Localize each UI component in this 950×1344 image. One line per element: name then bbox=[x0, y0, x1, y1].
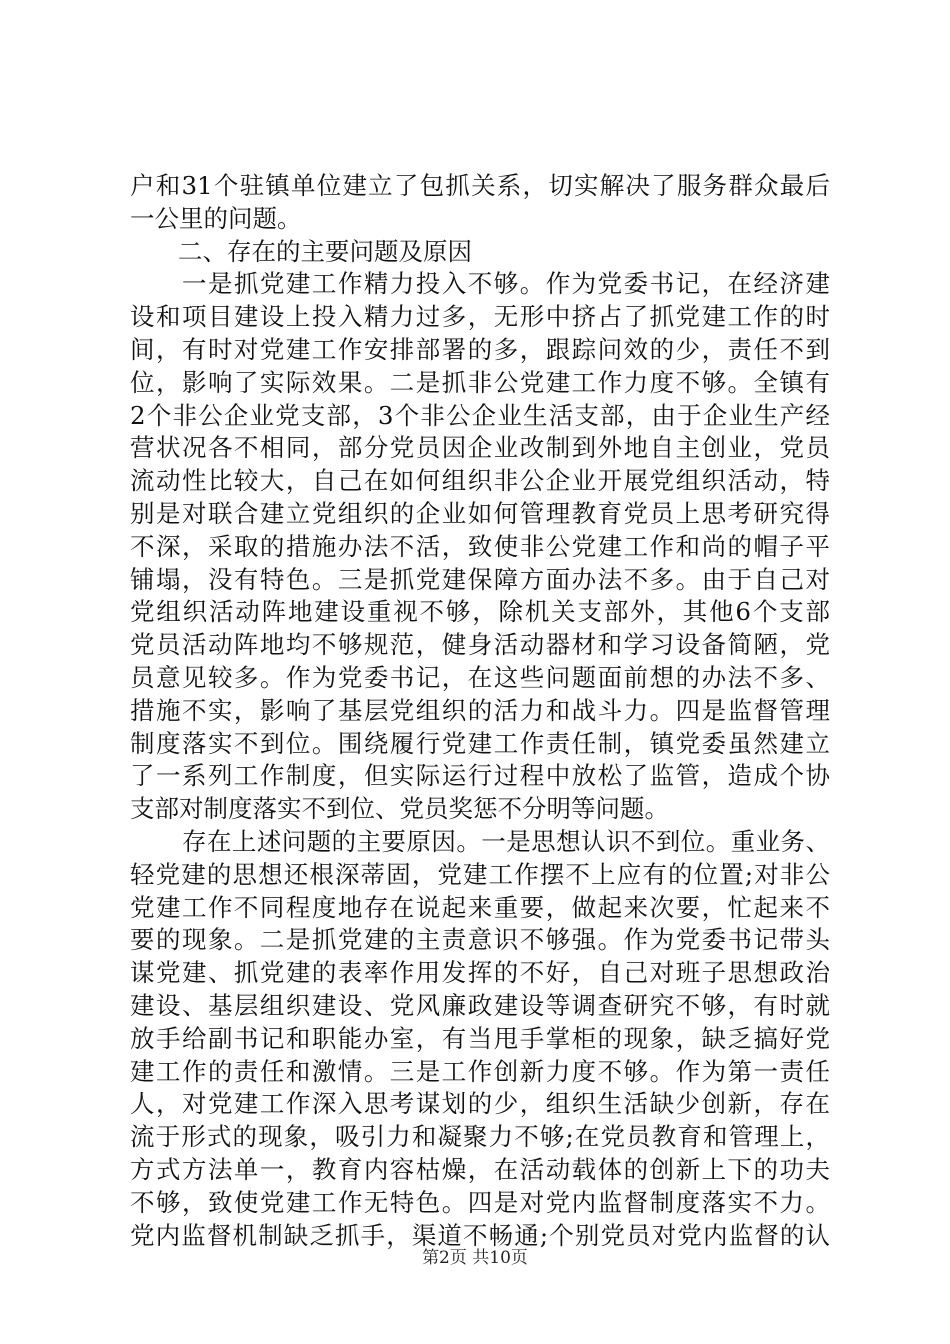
text-line: 要的现象。二是抓党建的主责意识不够强。作为党委书记带头 bbox=[130, 925, 830, 955]
text-line: 党组织活动阵地建设重视不够，除机关支部外，其他6个支部 bbox=[130, 597, 830, 627]
text-line: 位，影响了实际效果。二是抓非公党建工作力度不够。全镇有 bbox=[130, 367, 830, 397]
text-line: 党内监督机制缺乏抓手，渠道不畅通;个别党员对党内监督的认 bbox=[130, 1220, 830, 1250]
page-number-footer: 第2页 共10页 bbox=[422, 1248, 528, 1268]
text-line: 党员活动阵地均不够规范，健身活动器材和学习设备简陋，党 bbox=[130, 630, 830, 660]
text-line: 了一系列工作制度，但实际运行过程中放松了监管，造成个协 bbox=[130, 761, 830, 791]
text-line: 铺塌，没有特色。三是抓党建保障方面办法不多。由于自己对 bbox=[130, 564, 830, 594]
text-line: 员意见较多。作为党委书记，在这些问题面前想的办法不多、 bbox=[130, 662, 830, 692]
text-line: 制度落实不到位。围绕履行党建工作责任制，镇党委虽然建立 bbox=[130, 728, 830, 758]
text-line: 别是对联合建立党组织的企业如何管理教育党员上思考研究得 bbox=[130, 498, 830, 528]
text-line: 2个非公企业党支部，3个非公企业生活支部，由于企业生产经 bbox=[130, 400, 830, 430]
text-line: 设和项目建设上投入精力过多，无形中挤占了抓党建工作的时 bbox=[130, 302, 830, 332]
text-line: 流于形式的现象，吸引力和凝聚力不够;在党员教育和管理上， bbox=[130, 1122, 830, 1152]
text-line: 存在上述问题的主要原因。一是思想认识不到位。重业务、 bbox=[182, 826, 830, 856]
text-line: 一是抓党建工作精力投入不够。作为党委书记，在经济建 bbox=[182, 269, 830, 299]
text-line: 方式方法单一，教育内容枯燥，在活动载体的创新上下的功夫 bbox=[130, 1154, 830, 1184]
text-line: 党建工作不同程度地存在说起来重要，做起来次要，忙起来不 bbox=[130, 892, 830, 922]
text-line: 不够，致使党建工作无特色。四是对党内监督制度落实不力。 bbox=[130, 1187, 830, 1217]
text-line: 措施不实，影响了基层党组织的活力和战斗力。四是监督管理 bbox=[130, 695, 830, 725]
text-line: 营状况各不相同，部分党员因企业改制到外地自主创业，党员 bbox=[130, 433, 830, 463]
text-line: 流动性比较大，自己在如何组织非公企业开展党组织活动，特 bbox=[130, 466, 830, 496]
text-line: 建设、基层组织建设、党风廉政建设等调查研究不够，有时就 bbox=[130, 990, 830, 1020]
text-line: 谋党建、抓党建的表率作用发挥的不好，自己对班子思想政治 bbox=[130, 958, 830, 988]
document-body bbox=[130, 170, 830, 1252]
text-line: 建工作的责任和激情。三是工作创新力度不够。作为第一责任 bbox=[130, 1056, 830, 1086]
text-line: 一公里的问题。 bbox=[130, 203, 302, 233]
text-line: 户和31个驻镇单位建立了包抓关系，切实解决了服务群众最后 bbox=[130, 171, 830, 200]
text-line: 人，对党建工作深入思考谋划的少，组织生活缺少创新，存在 bbox=[130, 1089, 830, 1119]
section-heading: 二、存在的主要问题及原因 bbox=[178, 236, 472, 266]
text-line: 放手给副书记和职能办室，有当甩手掌柜的现象，缺乏搞好党 bbox=[130, 1023, 830, 1053]
text-line: 不深，采取的措施办法不活，致使非公党建工作和尚的帽子平 bbox=[130, 531, 830, 561]
text-line: 间，有时对党建工作安排部署的多，跟踪问效的少，责任不到 bbox=[130, 334, 830, 364]
text-line: 轻党建的思想还根深蒂固，党建工作摆不上应有的位置;对非公 bbox=[130, 859, 830, 889]
text-line: 支部对制度落实不到位、党员奖惩不分明等问题。 bbox=[130, 794, 669, 824]
